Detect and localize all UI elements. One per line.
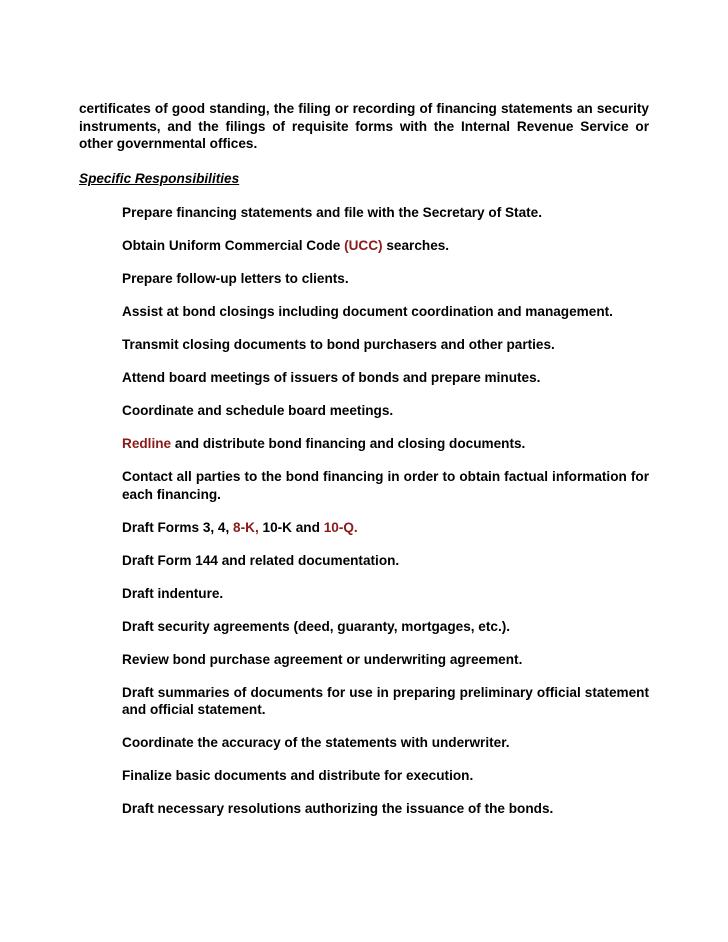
highlighted-term: (UCC) — [344, 238, 383, 253]
intro-paragraph: certificates of good standing, the filing or recording of financing statements an security instruments, and the filings of requisite forms with the Internal Revenue Service or other governmental offices. — [79, 101, 649, 151]
responsibility-item — [122, 369, 649, 387]
responsibility-item — [122, 684, 649, 719]
item-text: Assist at bond closings including document coordination and management. — [122, 304, 613, 319]
item-text: 10-K and — [258, 519, 324, 535]
item-text: Draft summaries of documents for use in preparing preliminary official statement and official statement. — [122, 684, 649, 717]
responsibility-item — [122, 468, 649, 503]
responsibility-item — [122, 651, 649, 669]
item-text: Coordinate the accuracy of the statements with underwriter. — [122, 735, 510, 750]
responsibility-item — [122, 303, 649, 321]
item-text: Review bond purchase agreement or underwriting agreement. — [122, 651, 523, 667]
responsibility-item — [122, 767, 649, 785]
responsibilities-list — [122, 204, 649, 833]
item-text: Draft Form 144 and related documentation. — [122, 552, 400, 568]
highlighted-term: 10-Q. — [323, 519, 358, 535]
item-text: Coordinate and schedule board meetings. — [122, 403, 394, 418]
item-text: Draft necessary resolutions authorizing the issuance of the bonds. — [122, 801, 554, 816]
responsibility-item — [122, 270, 649, 288]
item-text: Finalize basic documents and distribute for execution. — [122, 768, 474, 783]
responsibility-item — [122, 237, 649, 255]
responsibility-item — [122, 734, 649, 752]
item-text: Transmit closing documents to bond purchasers and other parties. — [122, 337, 555, 352]
highlighted-term: Redline — [122, 436, 172, 451]
responsibility-item — [122, 519, 649, 537]
responsibility-item — [122, 435, 649, 453]
item-text: and distribute bond financing and closing documents. — [171, 436, 526, 451]
item-text: Obtain Uniform Commercial Code — [122, 238, 345, 253]
item-text: Draft Forms 3, 4, — [122, 519, 234, 535]
item-text: Attend board meetings of issuers of bonds and prepare minutes. — [122, 370, 541, 385]
responsibility-item — [122, 336, 649, 354]
item-text: Prepare financing statements and file with the Secretary of State. — [122, 205, 543, 220]
item-text: Draft indenture. — [122, 585, 224, 601]
item-text: Draft security agreements (deed, guaranty, mortgages, etc.). — [122, 618, 511, 634]
responsibility-item — [122, 552, 649, 570]
responsibility-item — [122, 204, 649, 222]
section-heading: Specific Responsibilities — [79, 171, 240, 186]
responsibility-item — [122, 585, 649, 603]
responsibility-item — [122, 402, 649, 420]
item-text: Contact all parties to the bond financing in order to obtain factual information for each financing. — [122, 469, 649, 502]
item-text: searches. — [382, 238, 450, 253]
responsibility-item — [122, 800, 649, 818]
responsibility-item — [122, 618, 649, 636]
highlighted-term: 8-K, — [233, 519, 259, 535]
item-text: Prepare follow-up letters to clients. — [122, 271, 349, 286]
